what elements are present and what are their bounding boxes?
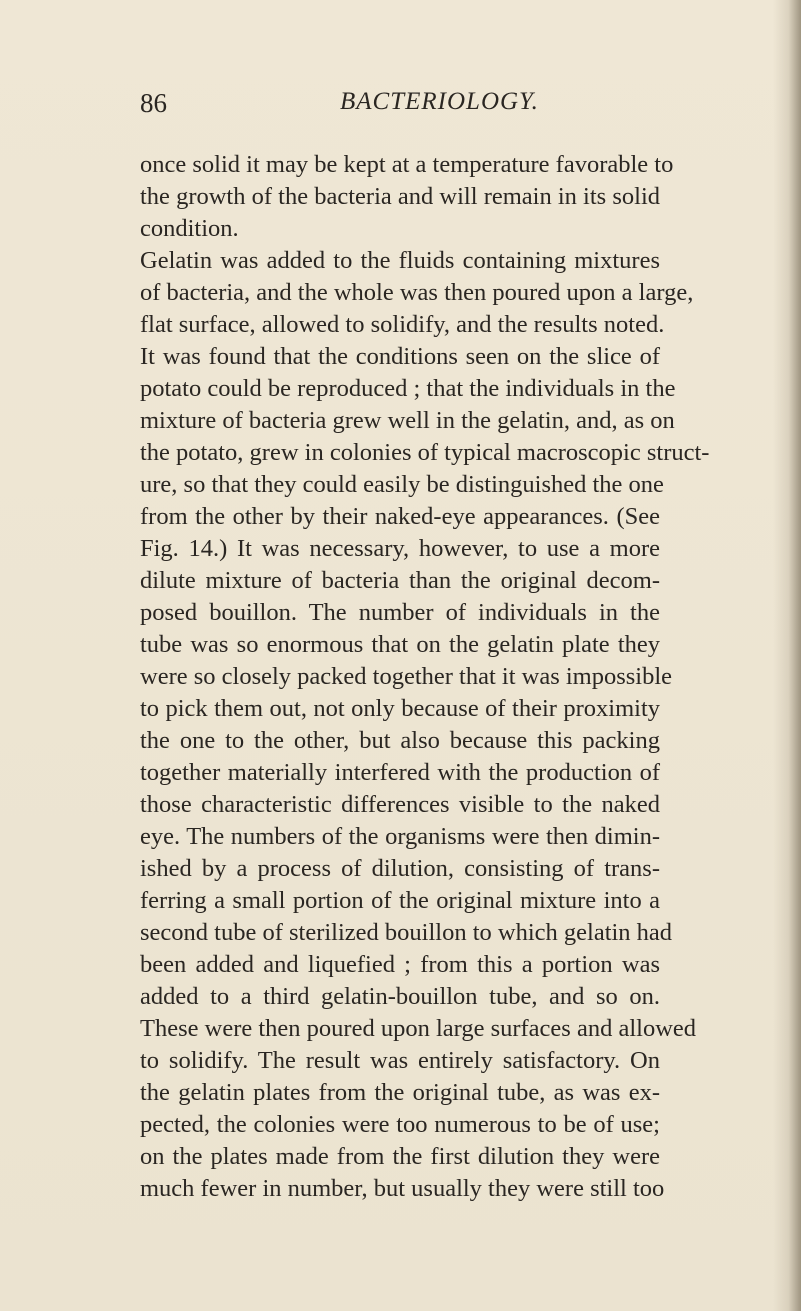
text-line: ferring a small portion of the original mixture into a — [140, 887, 660, 914]
text-line: to solidify. The result was entirely satisfactory. On — [140, 1047, 660, 1074]
text-line: ished by a process of dilution, consisting of trans- — [140, 855, 660, 882]
text-line: pected, the colonies were too numerous to be of use; — [140, 1111, 660, 1138]
text-line: those characteristic differences visible to the naked — [140, 791, 660, 818]
page-edge-shadow — [773, 0, 801, 1311]
text-line: to pick them out, not only because of their proximity — [140, 695, 660, 722]
text-line: much fewer in number, but usually they were still too — [140, 1175, 665, 1202]
text-line: the one to the other, but also because this packing — [140, 727, 660, 754]
text-line: of bacteria, and the whole was then poured upon a large, — [140, 279, 694, 306]
text-line: condition. — [140, 215, 239, 242]
text-line: mixture of bacteria grew well in the gelatin, and, as on — [140, 407, 675, 434]
text-line: It was found that the conditions seen on the slice of — [140, 343, 660, 370]
text-line: from the other by their naked-eye appearances. (See — [140, 503, 660, 530]
text-line: eye. The numbers of the organisms were then dimin- — [140, 823, 660, 850]
text-line: ure, so that they could easily be distinguished the one — [140, 471, 664, 498]
text-line: potato could be reproduced ; that the individuals in the — [140, 375, 676, 402]
body-text — [140, 149, 710, 1205]
text-line: on the plates made from the first dilution they were — [140, 1143, 660, 1170]
running-title: BACTERIOLOGY. — [340, 88, 539, 115]
text-line: the gelatin plates from the original tube, as was ex- — [140, 1079, 660, 1106]
text-line: tube was so enormous that on the gelatin plate they — [140, 631, 660, 658]
text-line: added to a third gelatin-bouillon tube, and so on. — [140, 983, 660, 1010]
text-line: posed bouillon. The number of individuals in the — [140, 599, 660, 626]
text-line: dilute mixture of bacteria than the original decom- — [140, 567, 660, 594]
text-line: second tube of sterilized bouillon to which gelatin had — [140, 919, 673, 946]
text-line: were so closely packed together that it was impossible — [140, 663, 673, 690]
text-line: been added and liquefied ; from this a portion was — [140, 951, 660, 978]
text-line: Gelatin was added to the fluids containing mixtures — [140, 247, 660, 274]
text-line: the potato, grew in colonies of typical macroscopic struct- — [140, 439, 710, 466]
text-line: These were then poured upon large surfaces and allowed — [140, 1015, 697, 1042]
text-line: together materially interfered with the production of — [140, 759, 660, 786]
page-number: 86 — [140, 88, 167, 118]
text-line: the growth of the bacteria and will remain in its solid — [140, 183, 660, 210]
text-line: once solid it may be kept at a temperature favorable to — [140, 151, 674, 178]
page-header — [140, 88, 660, 128]
text-line: flat surface, allowed to solidify, and the results noted. — [140, 311, 665, 338]
text-line: Fig. 14.) It was necessary, however, to use a more — [140, 535, 660, 562]
